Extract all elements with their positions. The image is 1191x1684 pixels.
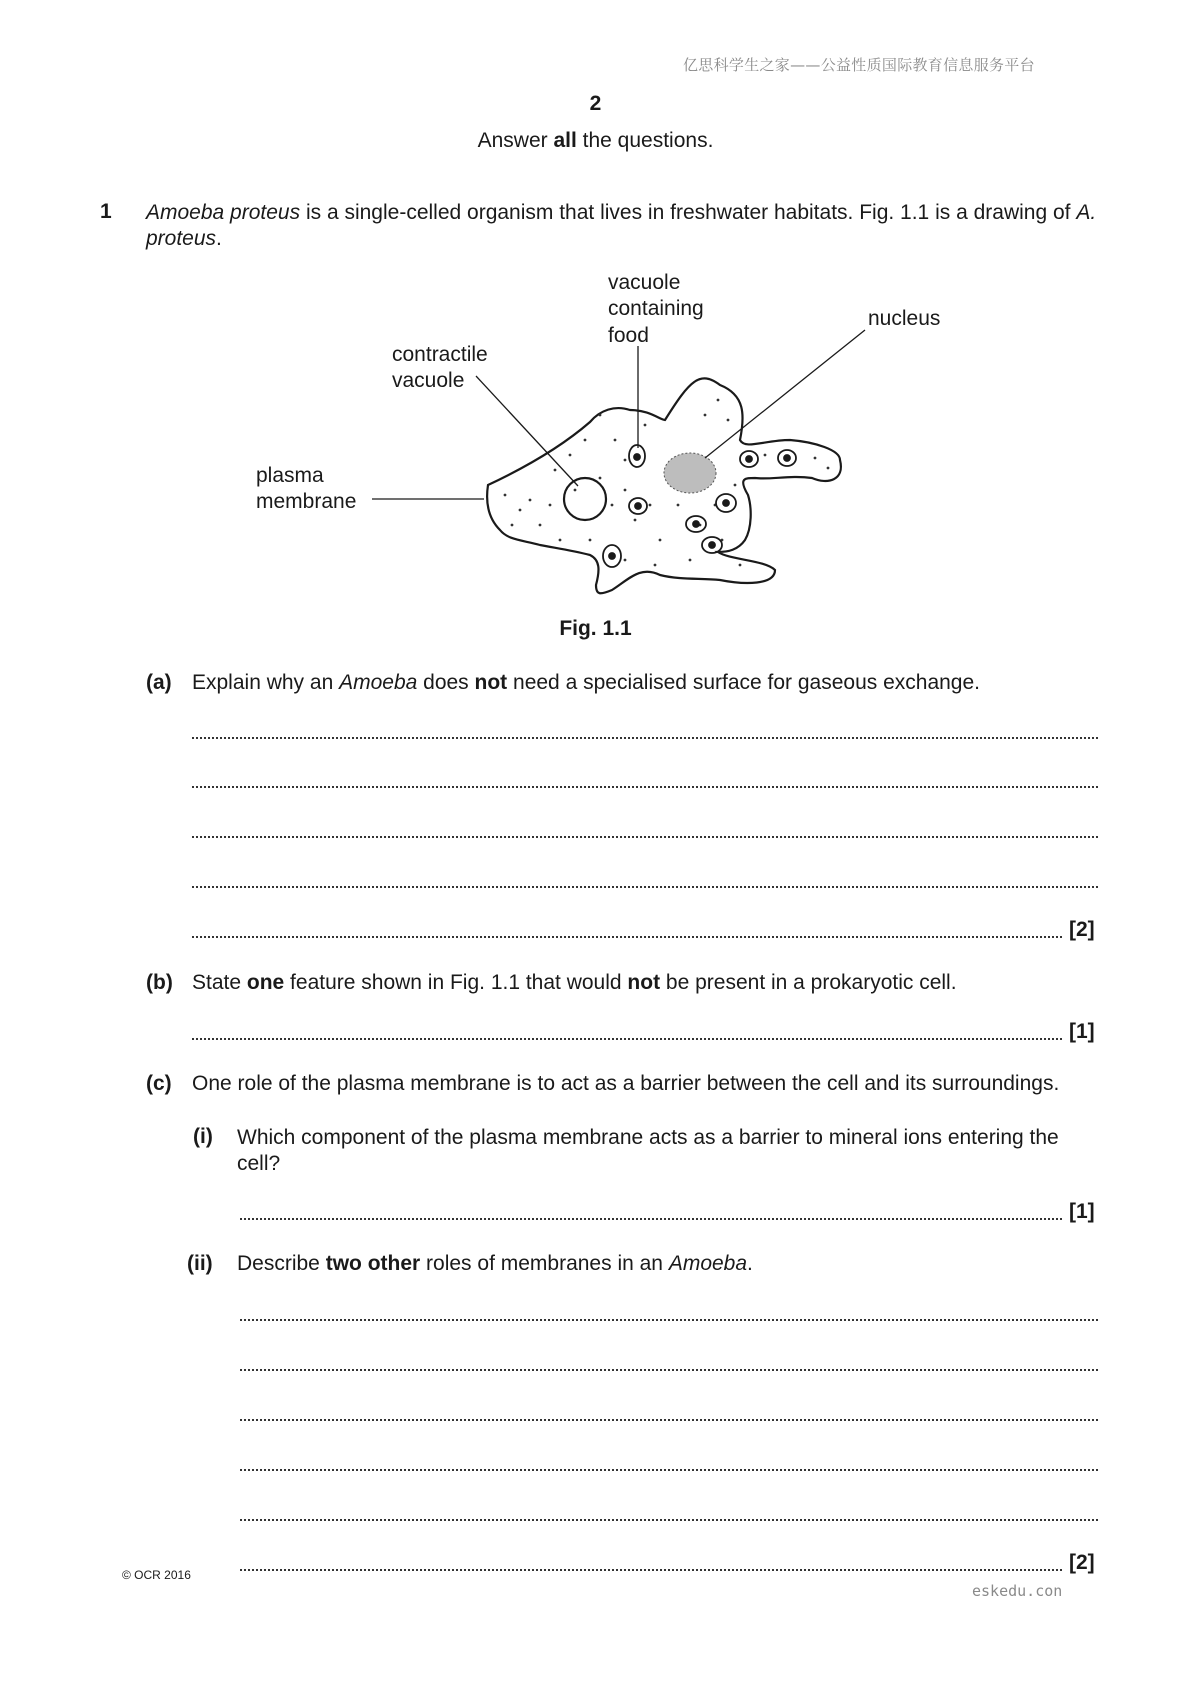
label-plasma-2: membrane <box>256 490 357 513</box>
answer-line-a3[interactable] <box>192 836 1098 838</box>
part-c-label: (c) <box>146 1072 172 1095</box>
amoeba-body-outline <box>487 378 841 593</box>
label-contractile-2: vacuole <box>392 369 465 392</box>
nucleus-shape <box>664 453 716 493</box>
label-contractile-1: contractile <box>392 343 488 366</box>
part-c-i-question: Which component of the plasma membrane acts as a barrier to mineral ions entering the cell? <box>237 1126 1059 1175</box>
answer-line-b1[interactable] <box>192 1038 1062 1040</box>
watermark-footer: eskedu.con <box>972 1582 1063 1600</box>
mark-b: [1] <box>1069 1020 1095 1043</box>
label-plasma-1: plasma <box>256 464 324 487</box>
answer-line-cii6[interactable] <box>240 1569 1062 1571</box>
mark-c-ii: [2] <box>1069 1551 1095 1574</box>
part-b-question: State one feature shown in Fig. 1.1 that would not be present in a prokaryotic cell. <box>192 971 957 994</box>
copyright: © OCR 2016 <box>122 1568 191 1582</box>
answer-line-cii5[interactable] <box>240 1519 1098 1521</box>
contractile-vacuole-shape <box>564 478 606 520</box>
cytoplasm-granules <box>504 399 830 567</box>
watermark-header: 亿思科学生之家——公益性质国际教育信息服务平台 <box>683 56 1035 74</box>
answer-line-cii4[interactable] <box>240 1469 1098 1471</box>
part-c-ii-label: (ii) <box>187 1252 213 1275</box>
answer-line-ci1[interactable] <box>240 1218 1062 1220</box>
part-c-statement: One role of the plasma membrane is to act as a barrier between the cell and its surroundings. <box>192 1072 1060 1095</box>
instruction: Answer all the questions. <box>477 129 714 152</box>
question-number: 1 <box>100 200 112 223</box>
part-b-label: (b) <box>146 971 173 994</box>
figure-caption: Fig. 1.1 <box>559 617 632 640</box>
mark-a: [2] <box>1069 918 1095 941</box>
part-c-i-label: (i) <box>193 1125 213 1148</box>
label-vacuole-food-1: vacuole <box>608 271 681 294</box>
answer-line-cii1[interactable] <box>240 1319 1098 1321</box>
question-intro: Amoeba proteus is a single-celled organism that lives in freshwater habitats. Fig. 1.1 is a drawing of A. proteus. <box>146 201 1097 250</box>
answer-line-a4[interactable] <box>192 886 1098 888</box>
page-number: 2 <box>589 92 602 115</box>
mark-c-i: [1] <box>1069 1200 1095 1223</box>
label-nucleus: nucleus <box>868 307 941 330</box>
part-a-question: Explain why an Amoeba does not need a specialised surface for gaseous exchange. <box>192 671 980 694</box>
answer-line-a2[interactable] <box>192 786 1098 788</box>
label-vacuole-food-2: containing <box>608 297 704 320</box>
label-vacuole-food-3: food <box>608 324 649 347</box>
answer-line-a5[interactable] <box>192 936 1062 938</box>
answer-line-cii3[interactable] <box>240 1419 1098 1421</box>
part-a-label: (a) <box>146 671 172 694</box>
part-c-ii-question: Describe two other roles of membranes in an Amoeba. <box>237 1252 753 1275</box>
answer-line-a1[interactable] <box>192 737 1098 739</box>
answer-line-cii2[interactable] <box>240 1369 1098 1371</box>
amoeba-figure <box>0 0 1191 600</box>
